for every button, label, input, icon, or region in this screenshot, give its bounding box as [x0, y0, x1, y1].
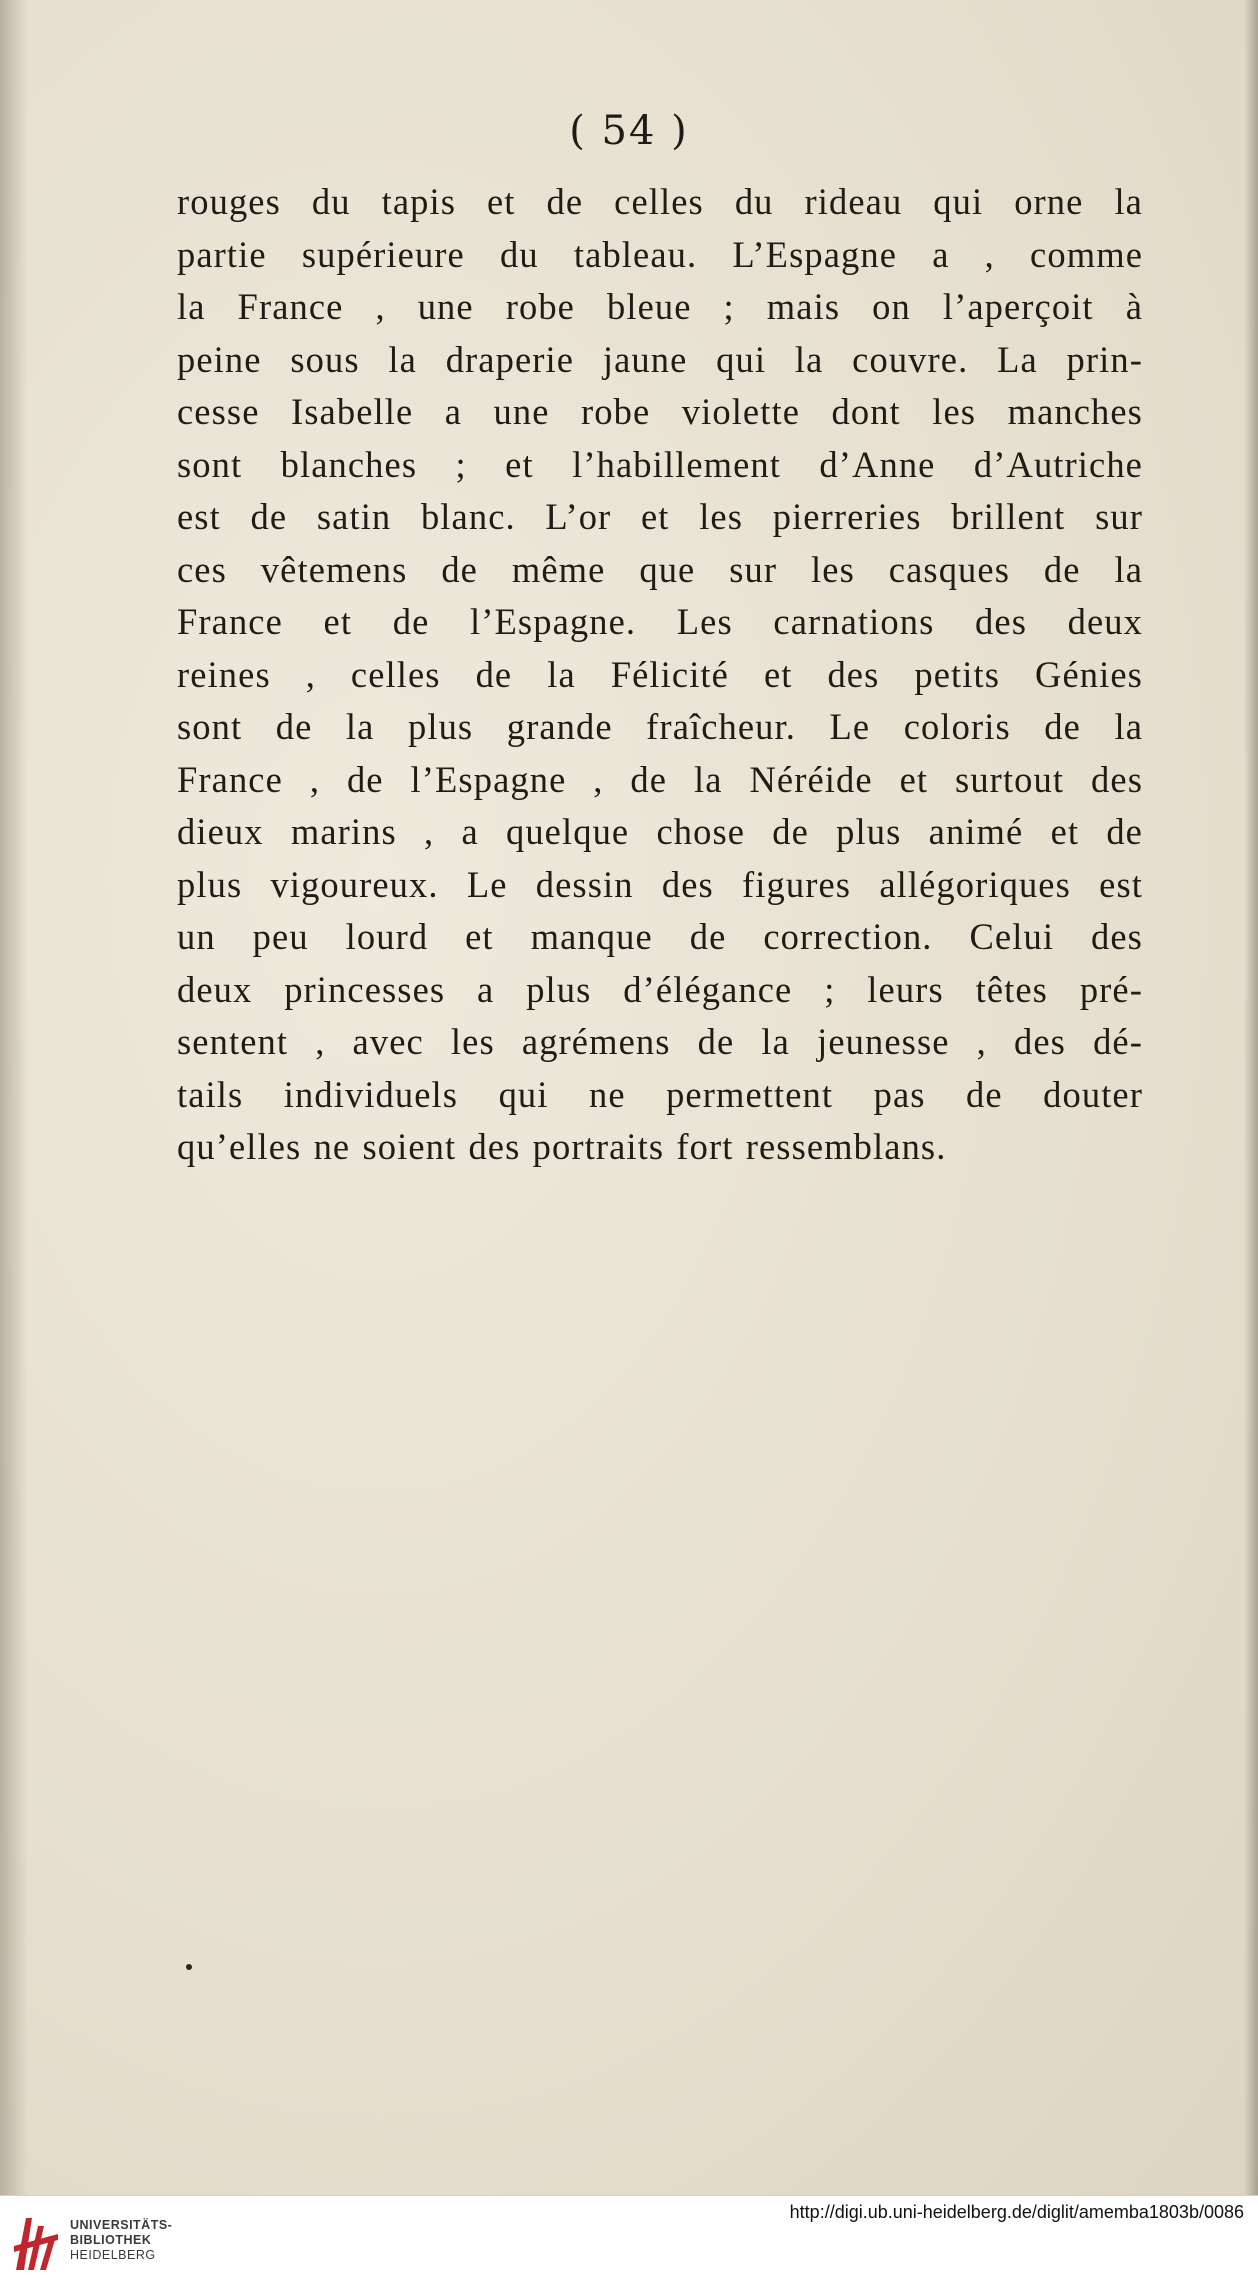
library-name [70, 2218, 172, 2263]
text-line: sentent , avec les agrémens de la jeunesse , des dé- [177, 1021, 1143, 1062]
page-edge-shadow-left [0, 0, 28, 2195]
text-line: plus vigoureux. Le dessin des figures allégoriques est [177, 863, 1143, 905]
text-line: France , de l’Espagne , de la Néréide et surtout des [177, 758, 1143, 800]
text-line: est de satin blanc. L’or et les pierreries brillent sur [177, 496, 1143, 537]
text-line: qu’elles ne soient des portraits fort ressemblans. [177, 1126, 947, 1167]
ink-speck [186, 1964, 192, 1970]
library-name-line: HEIDELBERG [70, 2248, 156, 2262]
text-line: sont de la plus grande fraîcheur. Le coloris de la [177, 706, 1143, 747]
text-line: France et de l’Espagne. Les carnations des deux [177, 601, 1143, 642]
text-line: sont blanches ; et l’habillement d’Anne d’Autriche [177, 443, 1143, 485]
page-number: ( 54 ) [569, 108, 689, 154]
library-name-line: UNIVERSITÄTS- [70, 2218, 173, 2232]
text-line: un peu lourd et manque de correction. Celui des [177, 916, 1143, 957]
text-line: rouges du tapis et de celles du rideau qui orne la [177, 181, 1143, 222]
text-line: deux princesses a plus d’élégance ; leurs têtes pré- [177, 968, 1143, 1010]
text-line: tails individuels qui ne permettent pas de douter [177, 1073, 1143, 1115]
text-line: reines , celles de la Félicité et des petits Génies [177, 653, 1143, 695]
text-line: dieux marins , a quelque chose de plus animé et de [177, 811, 1143, 852]
text-line: ces vêtemens de même que sur les casques de la [177, 548, 1143, 590]
page-edge-shadow-right [1244, 0, 1258, 2195]
viewer-footer [0, 2195, 1258, 2287]
body-text [177, 176, 1143, 1174]
text-line: peine sous la draperie jaune qui la couvre. La prin- [177, 338, 1143, 380]
text-line: la France , une robe bleue ; mais on l’aperçoit à [177, 286, 1143, 327]
text-line: cesse Isabelle a une robe violette dont les manches [177, 391, 1143, 432]
text-line: partie supérieure du tableau. L’Espagne a , comme [177, 233, 1143, 275]
library-name-line: BIBLIOTHEK [70, 2233, 152, 2247]
permalink[interactable]: http://digi.ub.uni-heidelberg.de/diglit/amemba1803b/0086 [789, 2202, 1244, 2222]
heidelberg-library-logo-icon [12, 2212, 60, 2274]
